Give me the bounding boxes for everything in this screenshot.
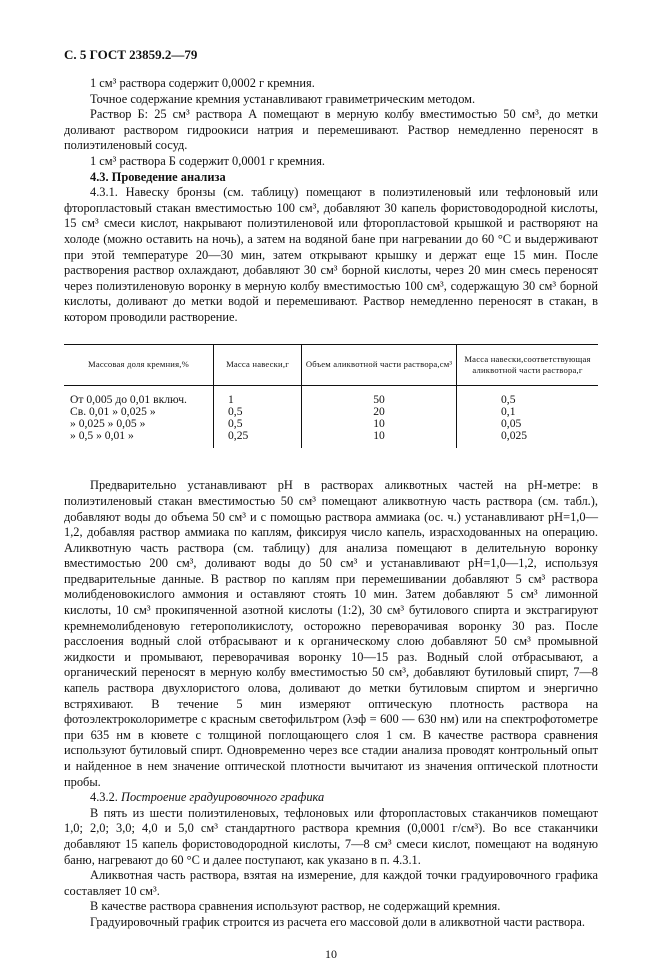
- table-cell: 0,05: [457, 418, 599, 430]
- section-number: 4.3.2.: [90, 790, 118, 805]
- table-header-cell: Масса навески,г: [214, 344, 302, 385]
- table-cell: 10: [302, 418, 457, 430]
- paragraph: Аликвотная часть раствора, взятая на измерение, для каждой точки градуировочного графика составляет 10 см³.: [64, 868, 598, 898]
- page-header: С. 5 ГОСТ 23859.2—79: [64, 47, 198, 62]
- table-row: [64, 385, 598, 406]
- table-cell: 0,5: [214, 418, 302, 430]
- table-cell: » 0,025 » 0,05 »: [70, 416, 146, 430]
- table-cell: 0,5: [457, 385, 599, 406]
- section-title: Построение градуировочного графика: [121, 790, 325, 805]
- paragraph: Раствор Б: 25 см³ раствора А помещают в мерную колбу вместимостью 50 см³, до метки доливают раствором гидроокиси натрия и перемешивают. Раствор немедленно переносят в полиэтиленовый сосуд.: [64, 107, 598, 153]
- paragraph: Предварительно устанавливают pH в растворах аликвотных частей на pH-метре: в полиэтиленовый стакан вместимостью 50 см³ помещают аликвотную часть раствора (см. табл.), добавляют воды до объема 50 см³ и с помощью раствора аммиака (ос. ч.) устанавливают pH=1,0—1,2, добавляя раствор аммиака по каплям, фиксируя число капель, израсходованных на операцию. Аликвотную часть раствора (см. таблицу) для анализа помещают в делительную воронку вместимостью 200 см³, доливают воды до 50 см³ и устанавливают pH=1,0—1,2, используя предварительные данные. В раствор по каплям при перемешивании добавляют 5 см³ раствора молибденовокислого аммония и оставляют стоять 10 мин. Затем добавляют 5 см³ лимонной кислоты, 10 см³ прокипяченной азотной кислоты (1:2), 30 см³ бутилового спирта и экстрагируют кремнемолибденовую гетерополикислоту, осторожно переворачивая воронку 30 раз. После расслоения водный слой отбрасывают и к органическому слою добавляют 50 см³ промывной жидкости и промывают, переворачивая воронку 10—15 раз. Водный слой отбрасывают, а органический переносят в мерную колбу вместимостью 50 см³, добавляют бутиловый спирт, 7—8 капель раствора двухлористого олова, доливают до метки бутиловым спиртом и энергично встряхивают. В течение 5 мин измеряют оптическую плотность раствора на фотоэлектроколориметре с красным светофильтром (λэф = 600 — 630 нм) или на спектрофотометре при 635 нм в кювете с толщиной поглощающего слоя 1 см. В качестве раствора сравнения используют бутиловый спирт. Одновременно через все стадии анализа проводят контрольный опыт и найденное в нем значение оптической плотности вычитают из значения оптической плотности пробы.: [64, 478, 598, 789]
- table-cell: 0,25: [214, 430, 302, 448]
- sample-table: [64, 344, 598, 449]
- paragraph: 1 см³ раствора Б содержит 0,0001 г кремния.: [90, 153, 326, 168]
- table-cell: От 0,005 до 0,01 включ.: [70, 392, 187, 406]
- table-row: [64, 430, 598, 448]
- table-cell: 20: [302, 406, 457, 418]
- table-cell: 1: [214, 385, 302, 406]
- paragraph: 4.3.1. Навеску бронзы (см. таблицу) помещают в полиэтиленовый или тефлоновый или фторопластовый стакан вместимостью 100 см³, добавляют 30 капель фористоводородной кислоты, 15 см³ смеси кислот, накрывают полиэтиленовой или фторопластовой крышкой и растворяют на холоде (можно оставить на ночь), а затем на водяной бане при нагревании до 60 °С и выдерживают при этой температуре 20—30 мин, затем открывают крышку и держат еще 15 мин. После растворения раствор охлаждают, добавляют 30 см³ борной кислоты, через 20 мин смесь переносят через полиэтиленовую воронку в мерную колбу вместимостью 100 см³, содержащую 30 см³ борной кислоты, доливают до метки водой и перемешивают. Раствор немедленно переносят в стакан, в котором проводили растворение.: [64, 185, 598, 324]
- page-number: 10: [325, 946, 337, 961]
- table-cell: 0,5: [214, 406, 302, 418]
- table-cell: » 0,5 » 0,01 »: [70, 429, 134, 443]
- section-heading: 4.3. Проведение анализа: [90, 169, 226, 184]
- table-cell: Св. 0,01 » 0,025 »: [70, 404, 156, 418]
- paragraph: В качестве раствора сравнения используют раствор, не содержащий кремния.: [90, 899, 501, 914]
- paragraph: Градуировочный график строится из расчета его массовой доли в аликвотной части раствора.: [90, 914, 585, 929]
- table-cell: 50: [302, 385, 457, 406]
- table-cell: 10: [302, 430, 457, 448]
- paragraph: В пять из шести полиэтиленовых, тефлоновых или фторопластовых стаканчиков помещают 1,0; 2,0; 3,0; 4,0 и 5,0 см³ стандартного раствора кремния (0,0001 г/см³). Во все стаканчики добавляют 15 капель фористоводородной кислоты, 7—8 см³ смеси кислот, помещают на водяную баню, нагревают до 60 °С и далее поступают, как указано в п. 4.3.1.: [64, 805, 598, 867]
- document-page: [64, 47, 598, 962]
- table-header-cell: Масса навески,соответствующая аликвотной части раствора,г: [457, 344, 599, 385]
- paragraph: 1 см³ раствора содержит 0,0002 г кремния.: [90, 76, 315, 90]
- table-cell: 0,1: [457, 406, 599, 418]
- table-cell: 0,025: [457, 430, 599, 448]
- table-header-cell: Объем аликвотной части раствора,см³: [302, 344, 457, 385]
- table-header-cell: Массовая доля кремния,%: [64, 344, 214, 385]
- section-heading-432: [64, 790, 598, 806]
- paragraph: Точное содержание кремния устанавливают гравиметрическим методом.: [90, 91, 476, 106]
